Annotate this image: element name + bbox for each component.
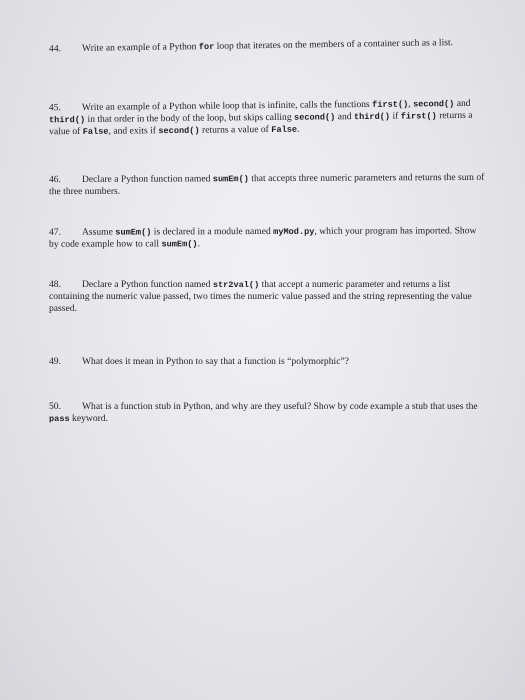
code-term: second() [293,112,336,123]
question-48 [49,279,485,316]
question-47 [49,225,485,251]
text-segment: Declare a Python function named [81,173,213,185]
question-text [49,98,473,138]
text-segment: , [408,98,414,110]
code-term: myMod.py [273,226,315,237]
text-segment: and [335,111,354,123]
text-segment: . [197,238,200,250]
question-44 [49,37,489,56]
keyword-term: pass [49,414,70,425]
question-number: 45. [48,102,61,114]
question-text [49,401,478,424]
text-segment: What does it mean in Python to say that a function is “polymorphic”? [82,356,349,367]
question-number: 44. [48,43,62,55]
question-number: 48. [49,279,61,290]
text-segment: that accepts three numeric parameters and returns the sum of the three numbers. [49,171,485,198]
question-50 [49,401,479,425]
question-46 [49,172,485,199]
question-45 [49,98,487,139]
question-text [49,279,472,314]
text-segment: Write an example of a Python while loop that is infinite, calls the functions [81,98,373,113]
text-segment: , and exits if [108,125,159,138]
code-term: sumEm() [115,227,152,238]
text-segment: Write an example of a Python [81,41,199,54]
code-term: sumEm() [161,239,198,250]
text-segment: returns a value of [199,124,272,137]
text-segment: is declared in a module named [151,225,274,238]
text-segment: Declare a Python function named [82,279,213,290]
text-segment: that accept a numeric parameter and returns a list containing the numeric value passed, two times the numeric value passed and the string representing the value passed. [49,279,472,315]
text-segment: and [454,97,471,110]
text-segment: . [296,124,300,136]
question-49 [49,356,485,368]
question-number: 46. [48,174,61,186]
text-segment: returns a value of [49,110,473,138]
text-segment: keyword. [69,413,109,425]
question-number: 47. [48,226,61,238]
question-text [49,225,476,250]
code-term: for [198,41,215,53]
question-text [49,172,484,197]
code-term: first() [400,111,437,122]
text-segment: , which your program has imported. Show by code example how to call [49,225,477,250]
code-term: third() [48,115,86,126]
text-segment: loop that iterates on the members of a container such as a list. [214,37,454,52]
code-term: sumEm() [212,174,249,185]
question-number: 49. [49,356,61,367]
code-term: str2val() [212,280,260,290]
code-term: second() [413,99,455,110]
code-term: False [271,125,298,136]
question-number: 50. [49,401,61,412]
question-text [82,356,349,367]
code-term: second() [158,126,200,137]
code-term: third() [353,111,391,123]
text-segment: in that order in the body of the loop, but skips calling [85,111,295,126]
question-text [82,37,453,54]
code-term: False [82,127,109,138]
code-term: first() [372,99,409,110]
text-segment: if [389,110,401,122]
text-segment: Assume [81,226,116,238]
text-segment: What is a function stub in Python, and why are they useful? Show by code example a stub that uses the [82,401,478,412]
